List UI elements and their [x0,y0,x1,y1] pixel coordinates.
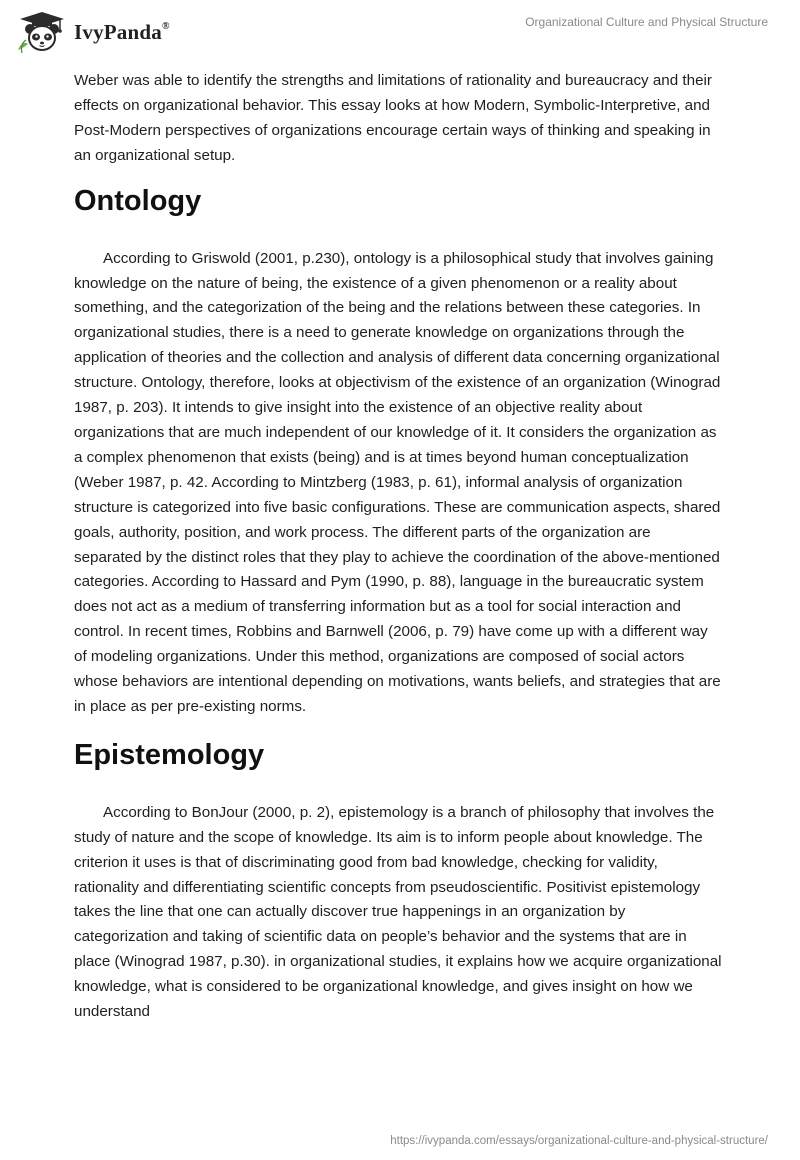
epistemology-paragraph: According to BonJour (2000, p. 2), epistemology is a branch of philosophy that involves the study of nature and the scope of knowledge. Its aim is to inform people about knowledge. The criterion it uses is that of discriminating good from bad knowledge, checking for validity, rationality and differentiating scientific concepts from pseudoscientific. Positivist epistemology takes the line that one can actually discover true happenings in an organization by categorization and taking of scientific data on people’s behavior and the systems that are in place (Winograd 1987, p.30). in organizational studies, it explains how we acquire organizational knowledge, what is considered to be organizational knowledge, and gives insight on how we understand [74,803,722,1021]
page-header [0,0,800,60]
document-title: Organizational Culture and Physical Structure [525,15,768,29]
panda-graduate-icon [14,10,70,54]
ivypanda-logo[interactable] [14,10,170,54]
section-heading-ontology: Ontology [74,184,202,217]
brand-name: IvyPanda® [74,19,170,44]
section-heading-epistemology: Epistemology [74,738,265,771]
essay-content [74,69,722,1025]
ontology-paragraph: According to Griswold (2001, p.230), ontology is a philosophical study that involves gaining knowledge on the nature of being, the existence of a given phenomenon or a reality about something, and the categorization of the being and the relations between these categories. In organizational studies, there is a need to generate knowledge on organizations through the application of theories and the collection and analysis of different data concerning organizational structure. Ontology, therefore, looks at objectivism of the existence of an organization (Winograd 1987, p. 203). It intends to give insight into the existence of an objective reality about organizations that are much independent of our knowledge of it. It considers the organization as a complex phenomenon that exists (being) and is at times beyond human conceptualization (Weber 1987, p. 42. According to Mintzberg (1983, p. 61), informal analysis of organization structure is categorized into five basic configurations. These are communication aspects, shared goals, authority, position, and work process. The different parts of the organization are separated by the distinct roles that they play to achieve the coordination of the above-mentioned categories. According to Hassard and Pym (1990, p. 88), language in the bureaucratic system does not act as a medium of transferring information but as a tool for social interaction and control. In recent times, Robbins and Barnwell (2006, p. 79) have come up with a different way of modeling organizations. Under this method, organizations are composed of social actors whose behaviors are intentional depending on motivations, wants beliefs, and strategies that are in place as per pre-existing norms. [74,249,721,715]
intro-paragraph: Weber was able to identify the strengths and limitations of rationality and bureaucracy and their effects on organizational behavior. This essay looks at how Modern, Symbolic-Interpretive, and Post-Modern perspectives of organizations encourage certain ways of thinking and speaking in an organizational setup. [74,72,712,164]
source-url-link[interactable]: https://ivypanda.com/essays/organizational-culture-and-physical-structure/ [390,1135,768,1147]
